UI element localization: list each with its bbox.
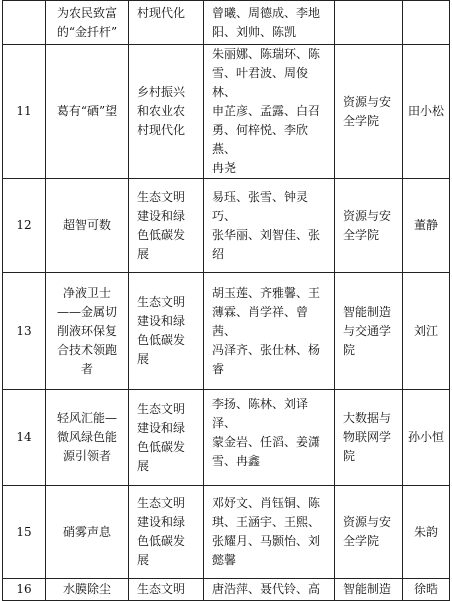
- advisor: 田小松: [403, 45, 450, 179]
- table-row: [3, 45, 450, 179]
- project-table: [2, 0, 450, 601]
- table-row: [3, 273, 450, 390]
- team-members: 曾曦、周德成、李地 阳、刘帅、陈凯: [204, 1, 335, 45]
- table-row: [3, 579, 450, 601]
- team-members: 易珏、张雪、钟灵巧、 张华丽、刘智佳、张 绍: [204, 179, 335, 273]
- advisor: 徐晧: [403, 579, 450, 601]
- row-number: 16: [3, 579, 46, 601]
- advisor: 孙小恒: [403, 390, 450, 486]
- college: [335, 1, 403, 45]
- project-category: 生态文明: [129, 579, 204, 601]
- project-category: 村现代化: [129, 1, 204, 45]
- project-name: 净液卫士 ——金属切 削液环保复 合技术领跑 者: [46, 273, 129, 390]
- team-members: 邓妤文、肖钰铜、陈 琪、王涵宇、王熙、 张耀月、马颢怡、刘 懿馨: [204, 486, 335, 579]
- table-row: [3, 390, 450, 486]
- project-name: 水膜除尘: [46, 579, 129, 601]
- row-number: 12: [3, 179, 46, 273]
- table-row: [3, 179, 450, 273]
- table-row: [3, 1, 450, 45]
- project-category: 生态文明 建设和绿 色低碳发 展: [129, 486, 204, 579]
- project-name: 硝雾声息: [46, 486, 129, 579]
- row-number: [3, 1, 46, 45]
- project-name: 葛有“硒”望: [46, 45, 129, 179]
- team-members: 朱丽娜、陈瑞环、陈 雪、叶君波、周俊林、 申芷彦、孟露、白召 勇、何梓悦、李欣燕、 冉尧: [204, 45, 335, 179]
- college: 大数据与 物联网学 院: [335, 390, 403, 486]
- college: 智能制造 与交通学 院: [335, 273, 403, 390]
- project-name: 超智可数: [46, 179, 129, 273]
- advisor: 朱韵: [403, 486, 450, 579]
- team-members: 唐浩萍、聂代铃、高: [204, 579, 335, 601]
- team-members: 李扬、陈林、刘译泽、 蒙金岩、任滔、姜潇 雪、冉鑫: [204, 390, 335, 486]
- table-row: [3, 486, 450, 579]
- project-name: 为农民致富 的“金扦杆”: [46, 1, 129, 45]
- college: 资源与安 全学院: [335, 486, 403, 579]
- advisor: 董静: [403, 179, 450, 273]
- project-category: 乡村振兴 和农业农 村现代化: [129, 45, 204, 179]
- row-number: 11: [3, 45, 46, 179]
- row-number: 13: [3, 273, 46, 390]
- college: 资源与安 全学院: [335, 179, 403, 273]
- team-members: 胡玉莲、齐雅馨、王 薄霖、肖学祥、曾茜、 冯泽齐、张仕林、杨 睿: [204, 273, 335, 390]
- project-name: 轻风汇能— 微风绿色能 源引领者: [46, 390, 129, 486]
- advisor: 刘江: [403, 273, 450, 390]
- advisor: [403, 1, 450, 45]
- project-category: 生态文明 建设和绿 色低碳发 展: [129, 273, 204, 390]
- row-number: 14: [3, 390, 46, 486]
- college: 智能制造: [335, 579, 403, 601]
- project-category: 生态文明 建设和绿 色低碳发 展: [129, 179, 204, 273]
- row-number: 15: [3, 486, 46, 579]
- college: 资源与安 全学院: [335, 45, 403, 179]
- project-category: 生态文明 建设和绿 色低碳发 展: [129, 390, 204, 486]
